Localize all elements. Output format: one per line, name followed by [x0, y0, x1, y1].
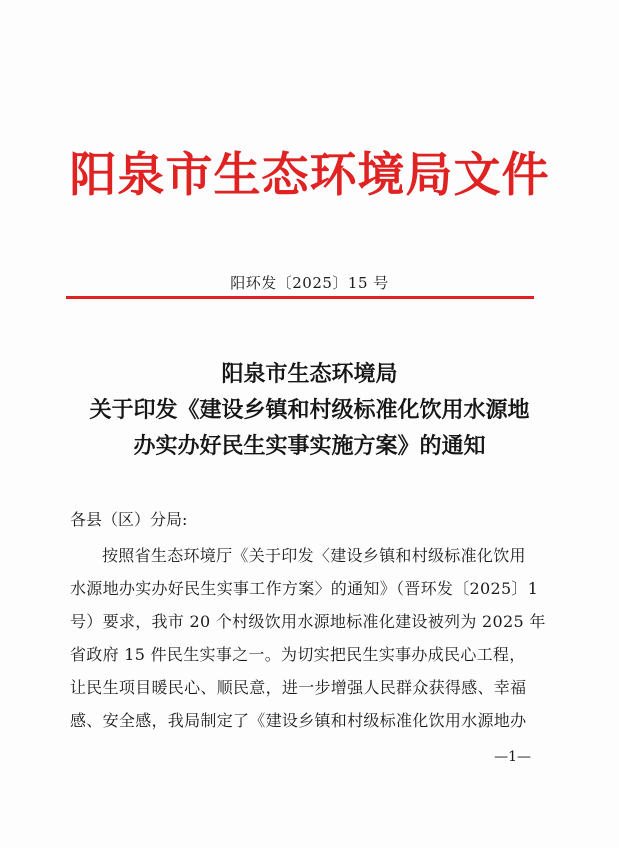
show-through-text — [70, 60, 550, 74]
body-line-4: 省政府 15 件民生实事之一。为切实把民生实事办成民心工程， — [70, 645, 526, 664]
body-line-5: 让民生项目暖民心、顺民意，进一步增强人民群众获得感、幸福 — [70, 678, 527, 697]
page-number: —1— — [494, 749, 531, 765]
title-line-1: 阳泉市生态环境局 — [221, 361, 398, 387]
red-separator-line — [66, 296, 534, 299]
title-line-3: 办实办好民生实事实施方案》的通知 — [133, 433, 486, 459]
issuer-red-header: 阳泉市生态环境局文件 — [69, 148, 550, 203]
body-line-3: 号）要求，我市 20 个村级饮用水源地标准化建设被列为 2025 年 — [70, 612, 546, 631]
body-line-6: 感、安全感，我局制定了《建设乡镇和村级标准化饮用水源地办 — [70, 711, 527, 730]
salutation: 各县（区）分局: — [70, 510, 188, 529]
document-number: 阳环发〔2025〕15 号 — [230, 274, 389, 292]
body-line-1: 按照省生态环境厅《关于印发〈建设乡镇和村级标准化饮用 — [102, 546, 526, 565]
body-line-2: 水源地办实办好民生实事工作方案〉的通知》（晋环发〔2025〕1 — [70, 579, 539, 598]
body-paragraph — [70, 539, 554, 737]
title-line-2: 关于印发《建设乡镇和村级标准化饮用水源地 — [89, 397, 530, 423]
document-title — [0, 356, 619, 464]
